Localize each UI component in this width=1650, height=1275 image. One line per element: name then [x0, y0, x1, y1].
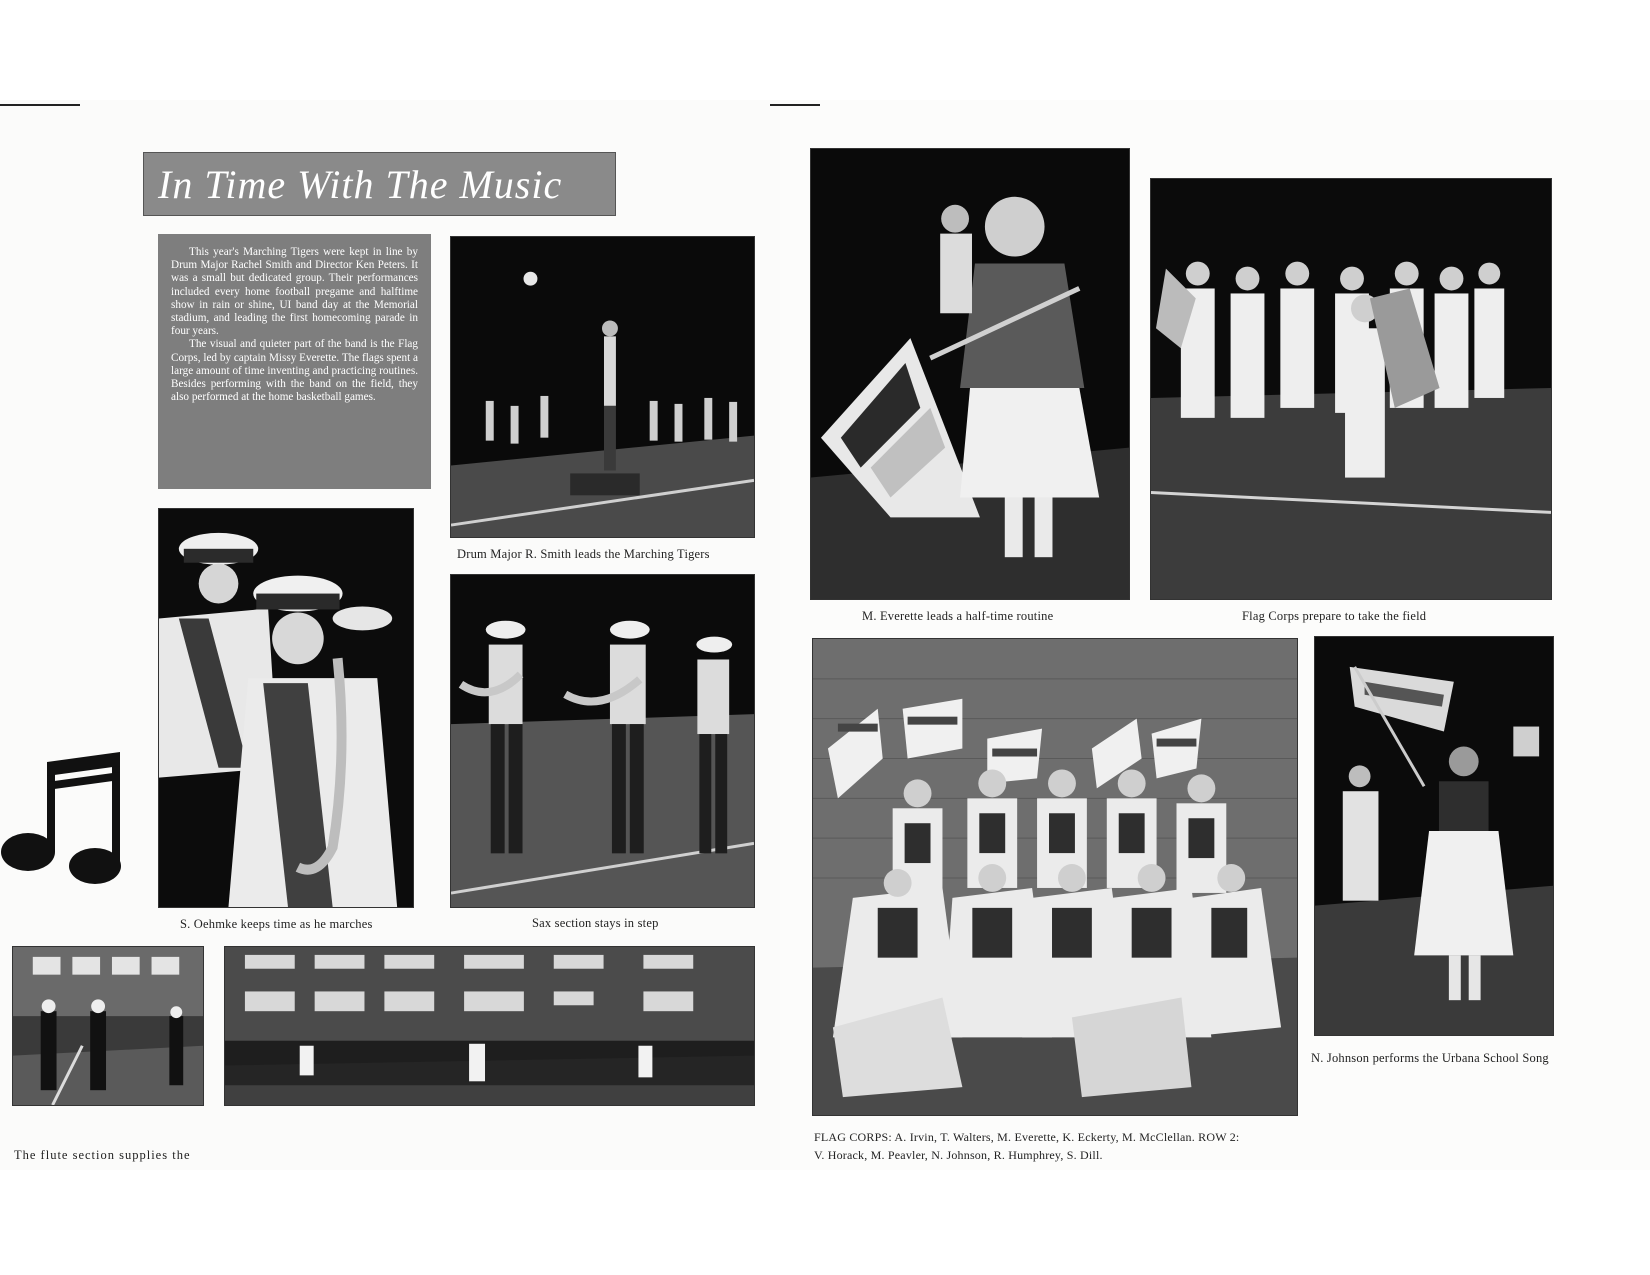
- page-title: In Time With The Music: [158, 161, 563, 207]
- caption-flag-corps-line-1: FLAG CORPS: A. Irvin, T. Walters, M. Everette, K. Eckerty, M. McClellan. ROW 2:: [814, 1130, 1240, 1144]
- caption-everette: M. Everette leads a half-time routine: [862, 609, 1054, 623]
- page-title-banner: [143, 152, 616, 216]
- caption-sax: Sax section stays in step: [532, 916, 659, 930]
- photo-flag-corps-prepare: [1150, 178, 1552, 600]
- caption-flag-prepare: Flag Corps prepare to take the field: [1242, 609, 1427, 623]
- edge-mark-center: [770, 104, 820, 106]
- caption-oehmke: S. Oehmke keeps time as he marches: [180, 917, 373, 931]
- photo-flute-section: [12, 946, 204, 1106]
- music-note-icon: [0, 748, 128, 888]
- photo-johnson-performs: [1314, 636, 1554, 1036]
- edge-mark-left: [0, 104, 80, 106]
- caption-flag-corps-line-2: V. Horack, M. Peavler, N. Johnson, R. Humphrey, S. Dill.: [814, 1148, 1103, 1162]
- intro-text-box: [158, 234, 431, 489]
- caption-drum-major: Drum Major R. Smith leads the Marching Tigers: [457, 547, 710, 561]
- photo-sax-section: [450, 574, 755, 908]
- photo-oehmke-saxophone: [158, 508, 414, 908]
- caption-johnson: N. Johnson performs the Urbana School Song: [1311, 1051, 1549, 1065]
- photo-drum-major: [450, 236, 755, 538]
- intro-paragraph-1: This year's Marching Tigers were kept in line by Drum Major Rachel Smith and Director Ken Peters. It was a small but dedicated group. Their performances included every home football pregame and halftime show in rain or shine, UI band day at the Memorial stadium, and leading the first homecoming parade in four years.: [171, 246, 418, 338]
- photo-flag-corps-group: [812, 638, 1298, 1116]
- photo-band-on-field: [224, 946, 755, 1106]
- intro-paragraph-2: The visual and quieter part of the band is the Flag Corps, led by captain Missy Everette. The flags spent a large amount of time inventing and practicing routines. Besides performing with the band on the field, they also performed at the home basketball games.: [171, 338, 418, 404]
- caption-flute: The flute section supplies the: [14, 1148, 191, 1162]
- photo-everette-routine: [810, 148, 1130, 600]
